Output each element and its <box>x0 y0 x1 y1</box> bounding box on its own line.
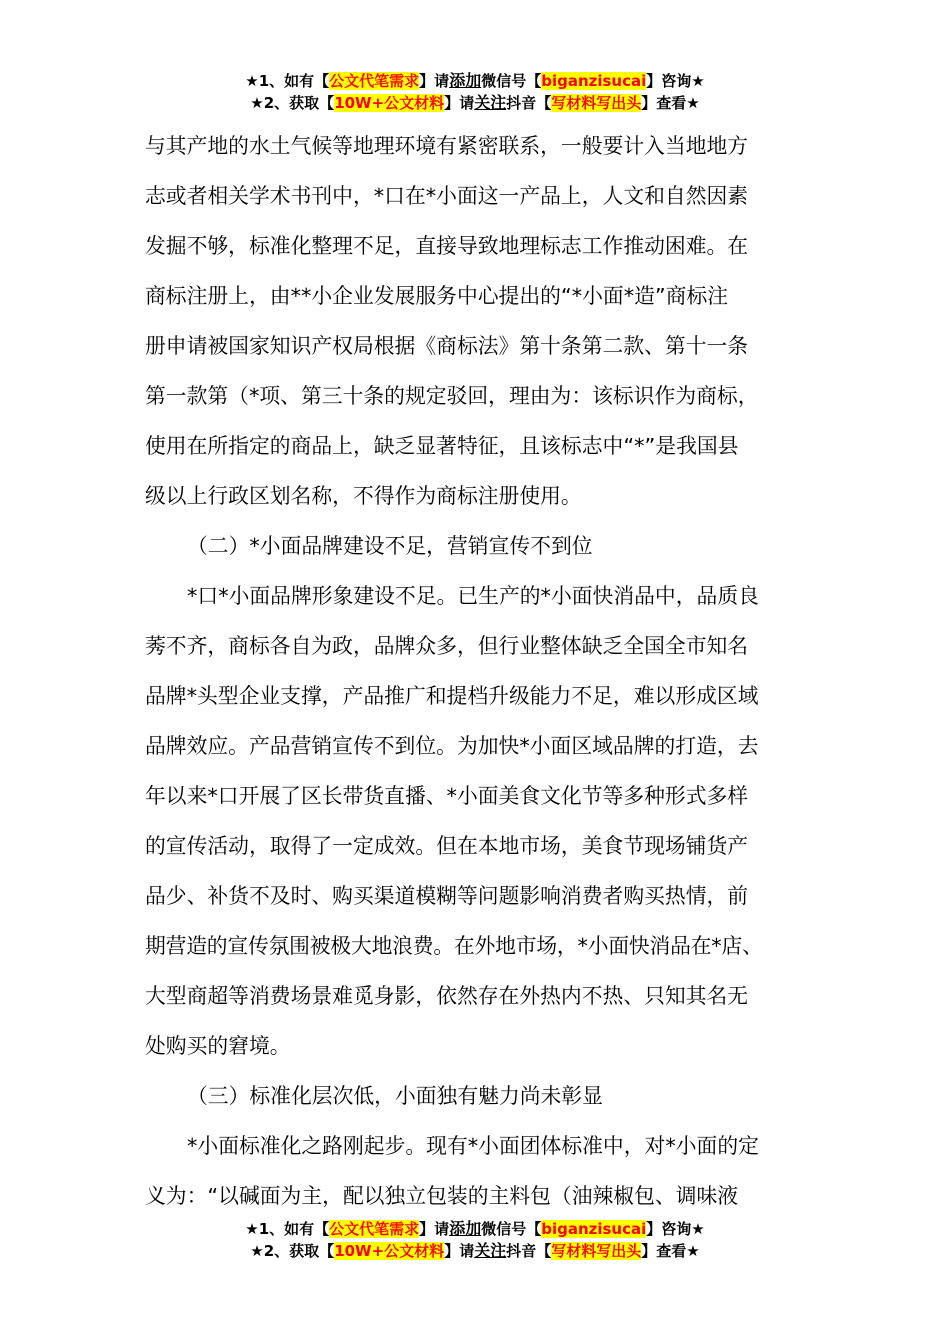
text-line: *小面标准化之路刚起步。现有*小面团体标准中，对*小面的定 <box>187 1134 759 1158</box>
text-line: 级以上行政区划名称，不得作为商标注册使用。 <box>145 484 582 508</box>
text-line: 发掘不够，标准化整理不足，直接导致地理标志工作推动困难。在 <box>145 234 749 258</box>
banner-text: ★2、获取【 <box>250 94 335 112</box>
text-line: 义为：“以碱面为主，配以独立包装的主料包（油辣椒包、调味液 <box>145 1184 739 1208</box>
footer-banner <box>0 1218 950 1262</box>
banner-text: 】查看★ <box>641 1242 700 1260</box>
banner-text: ★1、如有【 <box>245 1220 330 1238</box>
text-line: 的宣传活动，取得了一定成效。但在本地市场，美食节现场铺货产 <box>145 834 749 858</box>
highlight-wechat-id: biganzisucai <box>541 1220 647 1238</box>
banner-text: 】咨询★ <box>646 1220 705 1238</box>
banner-text: 】请 <box>419 1220 450 1238</box>
section-heading-2: （二）*小面品牌建设不足，营销宣传不到位 <box>187 534 593 558</box>
text-line: 期营造的宣传氛围被极大地浪费。在外地市场，*小面快消品在*店、 <box>145 934 763 958</box>
highlight-materials: 10W+公文材料 <box>334 94 445 112</box>
text-line: 品牌效应。产品营销宣传不到位。为加快*小面区域品牌的打造，去 <box>145 734 759 758</box>
text-line: 商标注册上，由**小企业发展服务中心提出的“*小面*造”商标注 <box>145 284 729 308</box>
text-line: 大型商超等消费场景难觅身影，依然存在外热内不热、只知其名无 <box>145 984 749 1008</box>
text-line: 品牌*头型企业支撑，产品推广和提档升级能力不足，难以形成区域 <box>145 684 759 708</box>
banner-text: 微信号【 <box>481 72 542 90</box>
text-line: 品少、补货不及时、购买渠道模糊等问题影响消费者购买热情，前 <box>145 884 749 908</box>
banner-line-2 <box>0 1240 950 1262</box>
highlight-materials: 10W+公文材料 <box>334 1242 445 1260</box>
banner-text: ★2、获取【 <box>250 1242 335 1260</box>
banner-line-2 <box>0 92 950 114</box>
text-line: 年以来*口开展了区长带货直播、*小面美食文化节等多种形式多样 <box>145 784 749 808</box>
banner-text: 】请 <box>419 72 450 90</box>
banner-line-1 <box>0 1218 950 1240</box>
banner-text: ★1、如有【 <box>245 72 330 90</box>
text-line: 使用在所指定的商品上，缺乏显著特征，且该标志中“*”是我国县 <box>145 434 739 458</box>
banner-text: 】查看★ <box>641 94 700 112</box>
header-banner <box>0 70 950 114</box>
highlight-wechat-id: biganzisucai <box>541 72 647 90</box>
banner-text: 】请 <box>444 1242 475 1260</box>
text-line: 册申请被国家知识产权局根据《商标法》第十条第二款、第十一条 <box>145 334 749 358</box>
banner-emphasis: 关注 <box>474 1241 507 1260</box>
text-line: 第一款第（*项、第三十条的规定驳回，理由为：该标识作为商标， <box>145 384 759 408</box>
text-line: 志或者相关学术书刊中，*口在*小面这一产品上，人文和自然因素 <box>145 184 749 208</box>
highlight-service: 公文代笔需求 <box>329 1220 420 1238</box>
banner-emphasis: 关注 <box>474 93 507 112</box>
highlight-service: 公文代笔需求 <box>329 72 420 90</box>
document-body <box>145 121 813 1221</box>
banner-line-1 <box>0 70 950 92</box>
highlight-douyin: 写材料写出头 <box>551 1242 642 1260</box>
banner-text: 抖音【 <box>506 94 552 112</box>
banner-text: 】请 <box>444 94 475 112</box>
banner-text: 微信号【 <box>481 1220 542 1238</box>
banner-emphasis: 添加 <box>449 71 482 90</box>
text-line: 处购买的窘境。 <box>145 1034 291 1058</box>
banner-text: 抖音【 <box>506 1242 552 1260</box>
banner-text: 】咨询★ <box>646 72 705 90</box>
text-line: 莠不齐，商标各自为政，品牌众多，但行业整体缺乏全国全市知名 <box>145 634 749 658</box>
text-line: *口*小面品牌形象建设不足。已生产的*小面快消品中，品质良 <box>187 584 759 608</box>
section-heading-3: （三）标准化层次低，小面独有魅力尚未彰显 <box>187 1084 603 1108</box>
text-line: 与其产地的水土气候等地理环境有紧密联系，一般要计入当地地方 <box>145 134 749 158</box>
highlight-douyin: 写材料写出头 <box>551 94 642 112</box>
banner-emphasis: 添加 <box>449 1219 482 1238</box>
